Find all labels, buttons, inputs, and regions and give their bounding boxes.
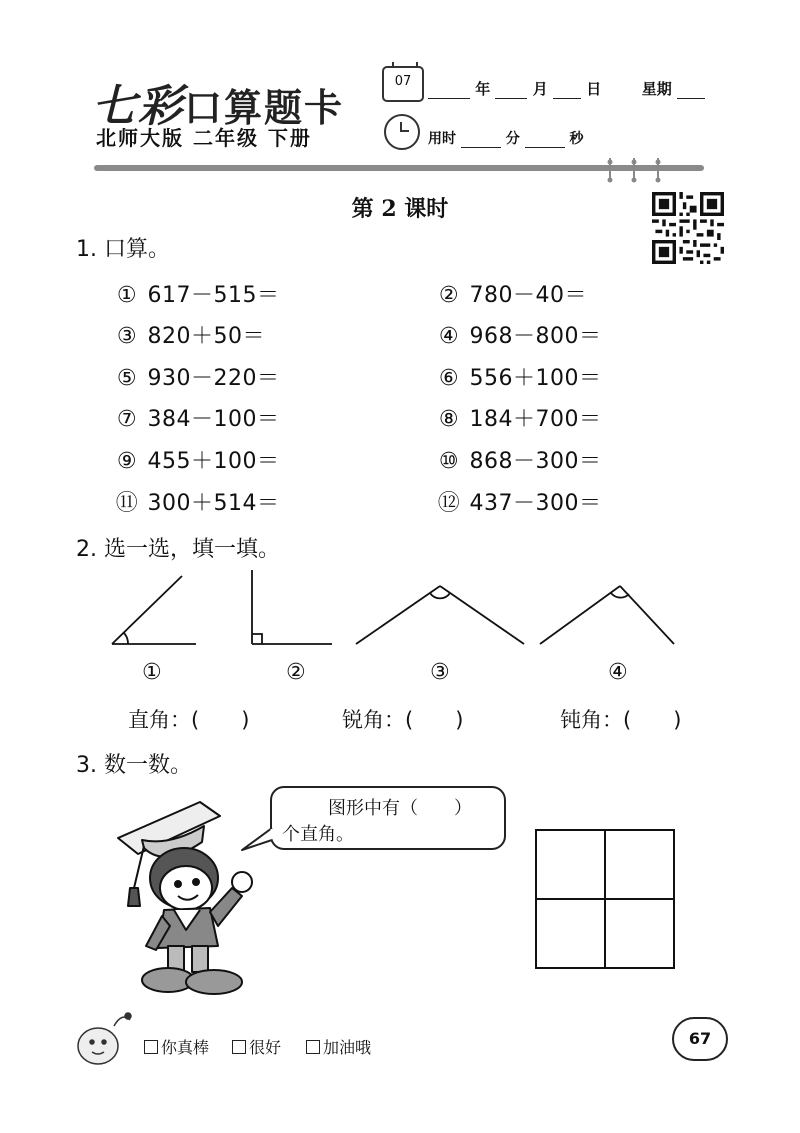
section-1-title: 1. 口算。 [76, 237, 170, 262]
angle-label-1: ① [142, 660, 162, 685]
angle-label-3: ③ [430, 660, 450, 685]
problem-9[interactable]: ⑨ 455＋100＝ [116, 449, 280, 474]
weekday-blank[interactable] [677, 82, 705, 99]
problem-5[interactable]: ⑤ 930－220＝ [116, 366, 280, 391]
problem-11[interactable]: ⑪ 300＋514＝ [115, 491, 280, 516]
problem-10[interactable]: ⑩ 868－300＝ [438, 449, 602, 474]
checkbox-icon [144, 1040, 158, 1054]
month-blank[interactable] [495, 82, 527, 99]
rating-option-3[interactable]: 加油哦 [306, 1035, 371, 1058]
brand-title: 七彩口算题卡 [92, 81, 345, 132]
qr-code[interactable] [652, 192, 724, 264]
speech-bubble-tail [238, 826, 278, 856]
year-blank[interactable] [428, 82, 470, 99]
mascot-icon [70, 1006, 136, 1070]
date-fields: 年 月 日 星期 [428, 78, 705, 99]
square-grid-figure [534, 828, 676, 970]
section-2-title: 2. 选一选，填一填。 [76, 537, 280, 562]
angle-figure-2 [252, 570, 332, 644]
edition-label: 北师大版 二年级 下册 [96, 126, 312, 150]
problem-4[interactable]: ④ 968－800＝ [438, 324, 602, 349]
angle-label-2: ② [286, 660, 306, 685]
angle-figure-3 [356, 586, 524, 644]
acute-angle-blank[interactable]: 锐角：( ) [342, 708, 464, 732]
problem-2[interactable]: ② 780－40＝ [438, 283, 587, 308]
angle-figure-1 [112, 576, 196, 644]
problem-3[interactable]: ③ 820＋50＝ [116, 324, 265, 349]
rating-option-1[interactable]: 你真棒 [144, 1035, 209, 1058]
section-3-title: 3. 数一数。 [76, 753, 192, 778]
problem-7[interactable]: ⑦ 384－100＝ [116, 407, 280, 432]
right-angle-blank[interactable]: 直角：( ) [128, 708, 250, 732]
page-number: 67 [672, 1017, 728, 1061]
checkbox-icon [306, 1040, 320, 1054]
seconds-blank[interactable] [525, 131, 565, 148]
bubble-question-line2: 个直角。 [282, 824, 354, 845]
obtuse-angle-blank[interactable]: 钝角：( ) [560, 708, 682, 732]
calendar-icon [382, 66, 424, 102]
angle-figure-4 [540, 586, 674, 644]
angle-figures [100, 560, 700, 660]
lesson-title: 第 2 课时 [351, 196, 449, 222]
day-blank[interactable] [553, 82, 581, 99]
clock-icon [384, 114, 420, 150]
bubble-question-line1[interactable]: 图形中有（ ） [328, 798, 472, 819]
rating-option-2[interactable]: 很好 [232, 1035, 281, 1058]
problem-12[interactable]: ⑫ 437－300＝ [437, 491, 602, 516]
problem-1[interactable]: ① 617－515＝ [116, 283, 280, 308]
checkbox-icon [232, 1040, 246, 1054]
divider-ornament [600, 158, 670, 184]
problem-6[interactable]: ⑥ 556＋100＝ [438, 366, 602, 391]
angle-label-4: ④ [608, 660, 628, 685]
speech-bubble [270, 786, 506, 850]
problem-8[interactable]: ⑧ 184＋700＝ [438, 407, 602, 432]
minutes-blank[interactable] [461, 131, 501, 148]
time-fields: 用时 分 秒 [428, 131, 584, 147]
calendar-day: 07 [394, 74, 412, 89]
